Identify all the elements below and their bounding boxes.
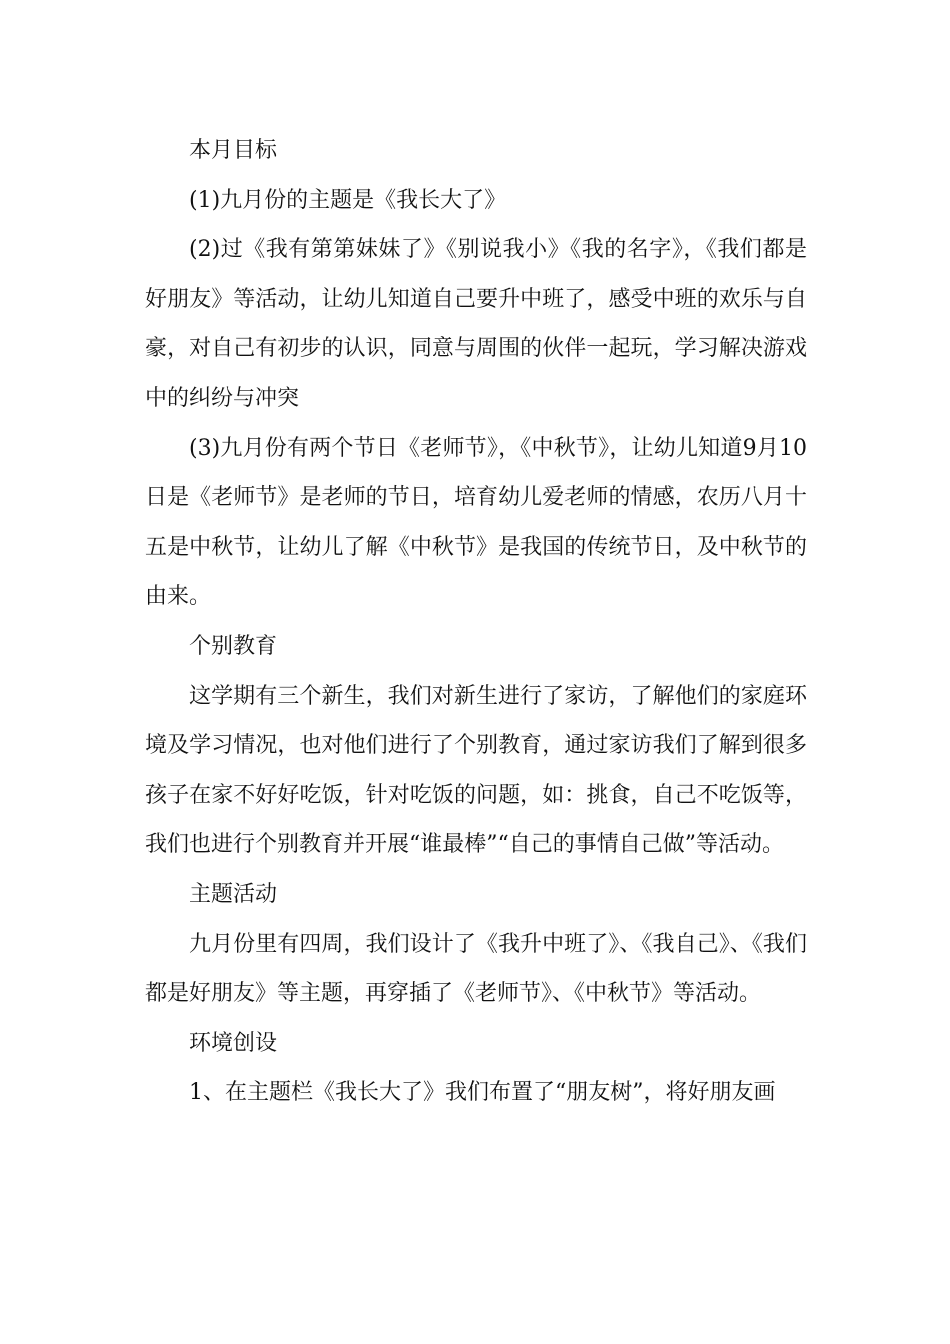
paragraph-goal-2: (2)过《我有第第妹妹了》《别说我小》《我的名字》，《我们都是好朋友》等活动，让幼儿知道自己要升中班了，感受中班的欢乐与自豪，对自己有初步的认识，同意与周围的伙伴一起玩，学习解决游戏中的纠纷与冲突 [145,237,807,411]
paragraph-goal-1: (1)九月份的主题是《我长大了》 [189,187,507,213]
paragraph-goal-3: (3)九月份有两个节日《老师节》，《中秋节》，让幼儿知道9月10日是《老师节》是老师的节日，培育幼儿爱老师的情感，农历八月十五是中秋节，让幼儿了解《中秋节》是我国的传统节日，及中秋节的由来。 [145,435,808,610]
paragraph-individual-education: 这学期有三个新生，我们对新生进行了家访，了解他们的家庭环境及学习情况，也对他们进行了个别教育，通过家访我们了解到很多孩子在家不好好吃饭，针对吃饭的问题，如：挑食，自己不吃饭等，我们也进行个别教育并开展“谁最棒”“自己的事情自己做”等活动。 [145,683,807,858]
heading-individual-education: 个别教育 [189,633,278,659]
heading-theme-activities: 主题活动 [189,881,278,907]
heading-environment-setup: 环境创设 [189,1030,278,1056]
document-body [145,126,807,1118]
heading-monthly-goals: 本月目标 [189,138,278,163]
paragraph-environment-setup: 1、在主题栏《我长大了》我们布置了“朋友树”，将好朋友画 [189,1080,776,1106]
paragraph-theme-activities: 九月份里有四周，我们设计了《我升中班了》、《我自己》、《我们都是好朋友》等主题，再穿插了《老师节》、《中秋节》等活动。 [145,931,807,1007]
